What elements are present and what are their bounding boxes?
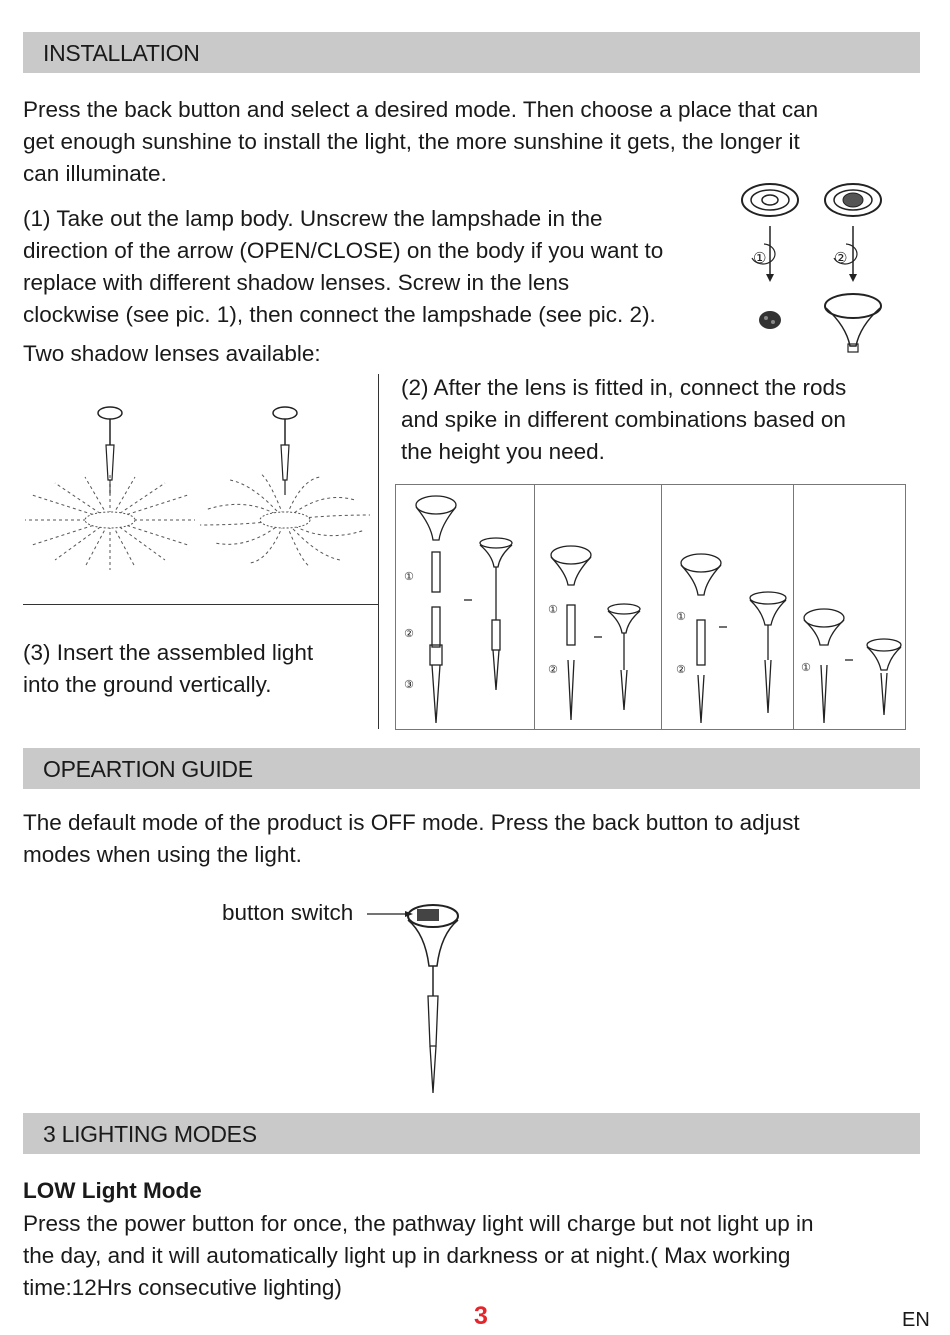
part-label-2: ② [676,663,686,676]
installation-heading: INSTALLATION [43,40,200,66]
shadow-lens-patterns-figure [20,395,375,590]
part-label-2: ② [548,663,558,676]
pic1-label: ① [753,249,767,267]
low-mode-line: Press the power button for once, the pathway light will charge but not light up in [23,1211,814,1236]
part-label-1: ① [404,570,414,583]
part-label-3: ③ [404,678,414,691]
modes-heading: 3 LIGHTING MODES [43,1121,257,1147]
operation-section-bar [23,748,920,789]
step3-text [23,637,373,701]
low-mode-title: LOW Light Mode [23,1178,202,1203]
lamp-button-switch-figure [365,896,465,1096]
language-code: EN [902,1309,930,1331]
step1-line: replace with different shadow lenses. Screw in the lens [23,270,570,295]
intro-line: can illuminate. [23,161,167,186]
operation-heading: OPEARTION GUIDE [43,756,253,782]
operation-text [23,807,923,871]
button-switch-label: button switch [222,900,354,925]
step2-line: and spike in different combinations based on [401,407,846,432]
lenses-label: Two shadow lenses available: [23,341,321,366]
intro-line: Press the back button and select a desired mode. Then choose a place that can [23,97,819,122]
page-number: 3 [474,1302,488,1330]
modes-section-bar [23,1113,920,1154]
step1-line: direction of the arrow (OPEN/CLOSE) on the body if you want to [23,238,664,263]
part-label-1: ① [548,603,558,616]
operation-line: The default mode of the product is OFF mode. Press the back button to adjust [23,810,800,835]
low-mode-line: time:12Hrs consecutive lighting) [23,1275,342,1300]
rod-combinations-panel [395,484,906,730]
step2-text [401,372,921,468]
part-label-1: ① [676,610,686,623]
part-label-1: ① [801,661,811,674]
operation-line: modes when using the light. [23,842,302,867]
installation-intro [23,94,923,190]
lens-assembly-figure [738,178,908,358]
left-column-rule [23,604,378,605]
intro-line: get enough sunshine to install the light, the more sunshine it gets, the longer it [23,129,800,154]
low-mode-line: the day, and it will automatically light up in darkness or at night.( Max working [23,1243,791,1268]
pic2-label: ② [834,249,848,267]
step1-line: clockwise (see pic. 1), then connect the lampshade (see pic. 2). [23,302,656,327]
low-mode-text [23,1208,923,1304]
step1-line: (1) Take out the lamp body. Unscrew the lampshade in the [23,206,603,231]
step3-line: into the ground vertically. [23,672,272,697]
part-label-2: ② [404,627,414,640]
column-divider [378,374,379,729]
step3-line: (3) Insert the assembled light [23,640,314,665]
step2-line: (2) After the lens is fitted in, connect the rods [401,375,847,400]
step1-text [23,203,743,331]
step2-line: the height you need. [401,439,605,464]
installation-section-bar [23,32,920,73]
